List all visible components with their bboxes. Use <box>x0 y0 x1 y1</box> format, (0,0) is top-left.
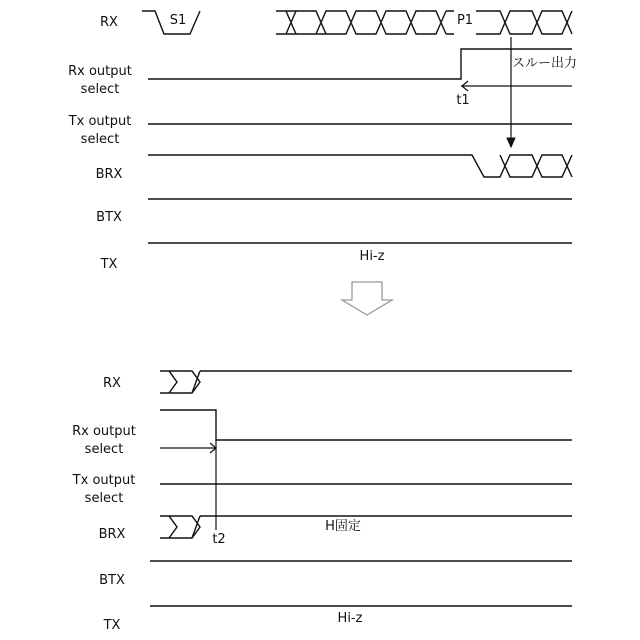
top-brx-line <box>148 155 572 177</box>
bottom-rx-output-select-line <box>160 410 572 440</box>
top-label-brx: BRX <box>96 167 123 182</box>
bottom-label-tx: TX <box>103 618 121 633</box>
top-label-btx: BTX <box>96 210 122 225</box>
top-rx-output-select-line <box>148 49 572 79</box>
bottom-label-tx-output-1: Tx output <box>72 473 136 488</box>
top-label-tx-output-2: select <box>81 132 120 147</box>
top-tx-hiz: Hi-z <box>360 249 385 264</box>
bottom-label-rx-output-2: select <box>85 442 124 457</box>
top-rx-p1: P1 <box>457 13 473 28</box>
top-rx-data-bits <box>276 11 454 34</box>
bottom-label-rx: RX <box>103 376 121 391</box>
top-label-rx-output-2: select <box>81 82 120 97</box>
bottom-t2-label: t2 <box>212 532 225 547</box>
top-label-tx-output-1: Tx output <box>68 114 132 129</box>
bottom-label-rx-output-1: Rx output <box>72 424 136 439</box>
top-through-output-label: スルー出力 <box>512 55 577 71</box>
bottom-label-brx: BRX <box>99 527 126 542</box>
bottom-label-tx-output-2: select <box>85 491 124 506</box>
top-label-rx: RX <box>100 15 118 30</box>
top-label-rx-output-1: Rx output <box>68 64 132 79</box>
top-label-tx: TX <box>100 257 118 272</box>
timing-diagram <box>0 0 640 640</box>
top-t1-label: t1 <box>456 93 469 108</box>
bottom-rx-line <box>160 371 572 393</box>
top-rx-after-p1 <box>476 11 572 34</box>
bottom-tx-hiz: Hi-z <box>338 611 363 626</box>
top-rx-s1: S1 <box>170 13 187 28</box>
bottom-brx-hfixed: H固定 <box>325 519 361 534</box>
bottom-label-btx: BTX <box>99 573 125 588</box>
transition-down-arrow <box>342 282 392 315</box>
